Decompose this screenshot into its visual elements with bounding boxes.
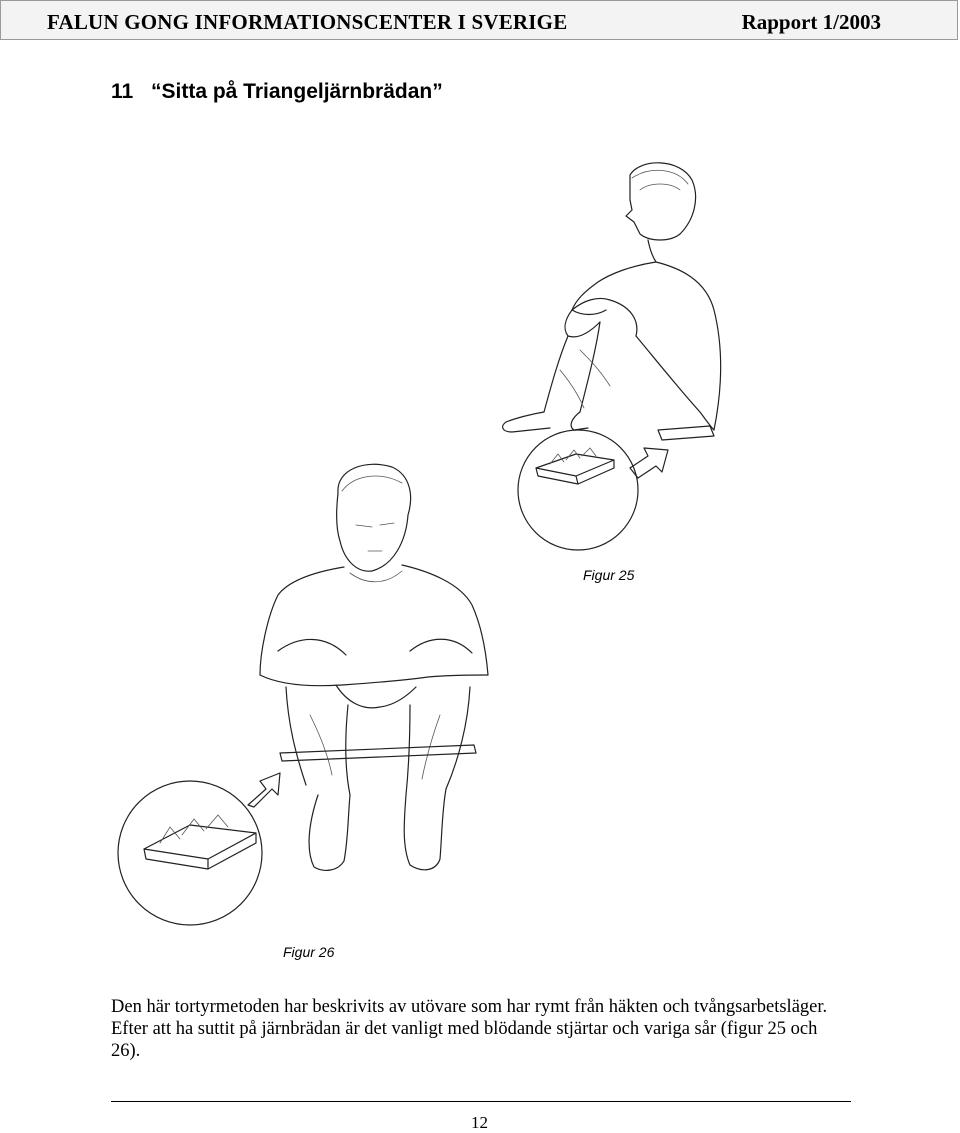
fig25-knees bbox=[572, 298, 637, 336]
fig26-head bbox=[337, 464, 411, 571]
fig25-board bbox=[658, 426, 714, 440]
fig26-arms bbox=[260, 675, 488, 686]
fig26-feet bbox=[309, 789, 446, 870]
section-title: “Sitta på Triangeljärnbrädan” bbox=[151, 80, 443, 103]
fig25-board-closeup bbox=[536, 454, 614, 484]
fig25-feet bbox=[503, 412, 588, 432]
fig25-magnifier-circle bbox=[518, 430, 638, 550]
footer-divider bbox=[111, 1101, 851, 1102]
fig26-board-closeup bbox=[144, 825, 256, 869]
figure-25-caption: Figur 25 bbox=[583, 567, 635, 583]
fig26-magnifier-circle bbox=[118, 781, 262, 925]
fig25-legs bbox=[544, 322, 600, 412]
fig26-board bbox=[280, 745, 476, 761]
body-paragraph: Den här tortyrmetoden har beskrivits av utövare som har rymt från häkten och tvångsarbetsläger. Efter att ha suttit på järnbrädan är det vanligt med blödande stjärtar och variga sår (figur 25 och 26). bbox=[111, 997, 828, 1061]
section-number: 11 bbox=[111, 80, 134, 103]
figure-26-caption: Figur 26 bbox=[283, 944, 335, 960]
fig26-arrow bbox=[248, 773, 280, 807]
page-header bbox=[0, 0, 958, 40]
fig25-head bbox=[626, 163, 696, 240]
fig26-knees bbox=[278, 639, 472, 655]
section-heading bbox=[111, 80, 443, 104]
header-org-name: FALUN GONG INFORMATIONSCENTER I SVERIGE bbox=[47, 10, 568, 34]
page-number: 12 bbox=[471, 1113, 488, 1132]
header-report-id: Rapport 1/2003 bbox=[741, 10, 881, 34]
fig25-back bbox=[648, 240, 721, 430]
figure-26-illustration bbox=[110, 455, 530, 935]
fig25-arm bbox=[572, 262, 656, 315]
fig26-legs bbox=[286, 687, 470, 795]
